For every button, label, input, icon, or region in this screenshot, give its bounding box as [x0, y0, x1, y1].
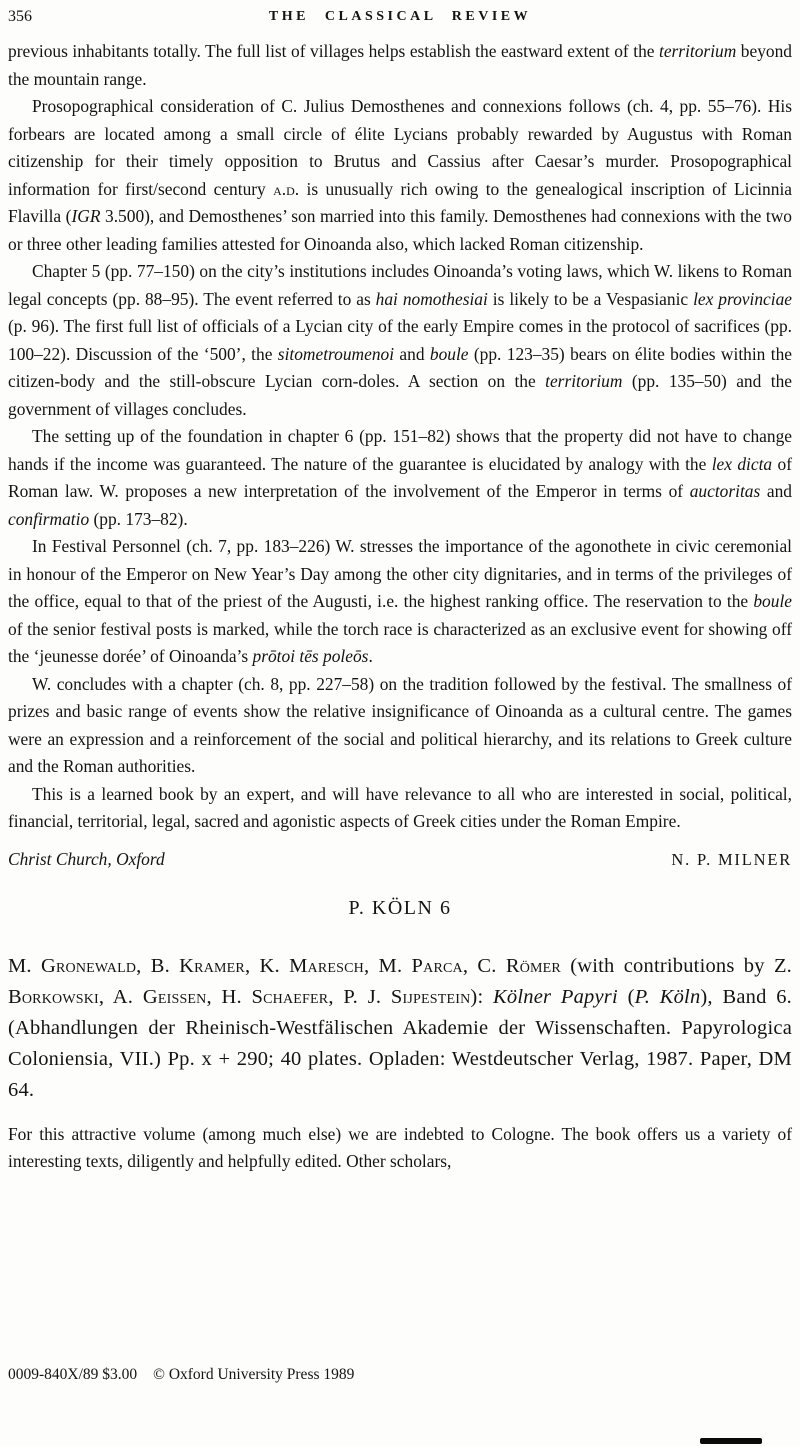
italic-segment: auctoritas — [689, 481, 761, 501]
copyright-text: © Oxford University Press 1989 — [153, 1366, 355, 1383]
italic-segment: confirmatio — [8, 508, 90, 529]
review-paragraph: In Festival Personnel (ch. 7, pp. 183–226) W. stresses the importance of the agonothete in civic ceremonial in honour of the Emperor on New Year’s Day among the other city dignitaries, and in terms of the privileges of the office, equal to that of the priest of the Augusti, i.e. the highest ranking office. The reservation to the boule of the senior festival posts is marked, while the torch race is characterized as an exclusive event for showing off the ‘jeunesse dorée’ of Oinoanda’s prōtoi tēs poleōs. — [8, 536, 792, 666]
italic-segment: lex provinciae — [693, 288, 793, 309]
italic-segment: P. Köln — [634, 985, 701, 1008]
issn-price: 0009-840X/89 $3.00 — [8, 1366, 138, 1383]
italic-segment: boule — [429, 343, 469, 364]
reviewer-name: N. P. MILNER — [671, 849, 792, 869]
copyright-line — [8, 1366, 354, 1384]
book-citation: M. Gronewald, B. Kramer, K. Maresch, M. Parca, C. Römer (with contributions by Z. Borkowski, A. Geissen, H. Schaefer, P. J. Sijpestein): Kölner Papyri (P. Köln), Band 6. (Abhandlungen der Rheinisch-Westfälischen Akademie der Wissenschaften. Papyrologica Coloniensia, VII.) Pp. x + 290; 40 plates. Opladen: Westdeutscher Verlag, 1987. Paper, DM 64. — [8, 954, 793, 1101]
review-paragraph: The setting up of the foundation in chapter 6 (pp. 151–82) shows that the property did not have to change hands if the income was guaranteed. The nature of the guarantee is elucidated by analogy with the lex dicta of Roman law. W. proposes a new interpretation of the involvement of the Emperor in terms of auctoritas and confirmatio (pp. 173–82). — [8, 426, 792, 529]
review-paragraph: previous inhabitants totally. The full list of villages helps establish the eastward extent of the territorium beyond the mountain range. — [8, 41, 792, 89]
review-koeln — [8, 897, 792, 1176]
page-header — [8, 6, 792, 32]
italic-segment: boule — [753, 591, 792, 611]
review-paragraph: This is a learned book by an expert, and will have relevance to all who are interested in social, political, financial, territorial, legal, sacred and agonistic aspects of Greek cities under the Roman Empire. — [8, 783, 792, 831]
reviewer-affiliation: Christ Church, Oxford — [8, 848, 165, 869]
scan-artifact — [700, 1438, 762, 1444]
review-heading: P. KÖLN 6 — [348, 896, 452, 919]
italic-segment: IGR — [71, 206, 101, 226]
page-number: 356 — [8, 8, 32, 25]
smallcaps-segment: Z. Borkowski, A. Geissen, H. Schaefer, P. J. Sijpestein — [8, 954, 792, 1008]
signature-row — [8, 849, 792, 870]
italic-segment: Kölner Papyri — [493, 985, 618, 1008]
italic-segment: sitometroumenoi — [277, 343, 395, 364]
italic-segment: lex dicta — [711, 453, 773, 474]
journal-title: THE CLASSICAL REVIEW — [268, 9, 532, 24]
italic-segment: prōtoi tēs poleōs — [252, 646, 369, 666]
italic-segment: territorium — [545, 371, 623, 391]
smallcaps-segment: a.d. — [273, 178, 300, 199]
italic-segment: hai nomothesiai — [375, 288, 488, 309]
review-oinoanda — [8, 38, 792, 870]
review-paragraph: For this attractive volume (among much else) we are indebted to Cologne. The book offers us a variety of interesting texts, diligently and helpfully edited. Other scholars, — [8, 1123, 792, 1171]
review-paragraph: Chapter 5 (pp. 77–150) on the city’s institutions includes Oinoanda’s voting laws, which W. likens to Roman legal concepts (pp. 88–95). The event referred to as hai nomothesiai is likely to be a Vespasianic lex provinciae (p. 96). The first full list of officials of a Lycian city of the early Empire comes in the protocol of sacrifices (pp. 100–22). Discussion of the ‘500’, the sitometroumenoi and boule (pp. 123–35) bears on élite bodies within the citizen-body and the still-obscure Lycian corn-doles. A section on the territorium (pp. 135–50) and the government of villages concludes. — [8, 261, 793, 419]
review-paragraph: W. concludes with a chapter (ch. 8, pp. 227–58) on the tradition followed by the festival. The smallness of prizes and basic range of events show the relative insignificance of Oinoanda as a cultural centre. The games were an expression and a reinforcement of the social and political hierarchy, and its relations to Greek culture and the Roman authorities. — [8, 673, 792, 776]
review-paragraph: Prosopographical consideration of C. Julius Demosthenes and connexions follows (ch. 4, pp. 55–76). His forbears are located among a small circle of élite Lycians probably rewarded by Augustus with Roman citizenship for their timely opposition to Brutus and Cassius after Caesar’s murder. Prosopographical information for first/second century a.d. is unusually rich owing to the genealogical inscription of Licinnia Flavilla (IGR 3.500), and Demosthenes’ son married into this family. Demosthenes had connexions with the two or three other leading families attested for Oinoanda also, which lacked Roman citizenship. — [8, 96, 792, 254]
italic-segment: territorium — [658, 41, 737, 61]
smallcaps-segment: M. Gronewald, B. Kramer, K. Maresch, M. Parca, C. Römer — [8, 954, 561, 977]
